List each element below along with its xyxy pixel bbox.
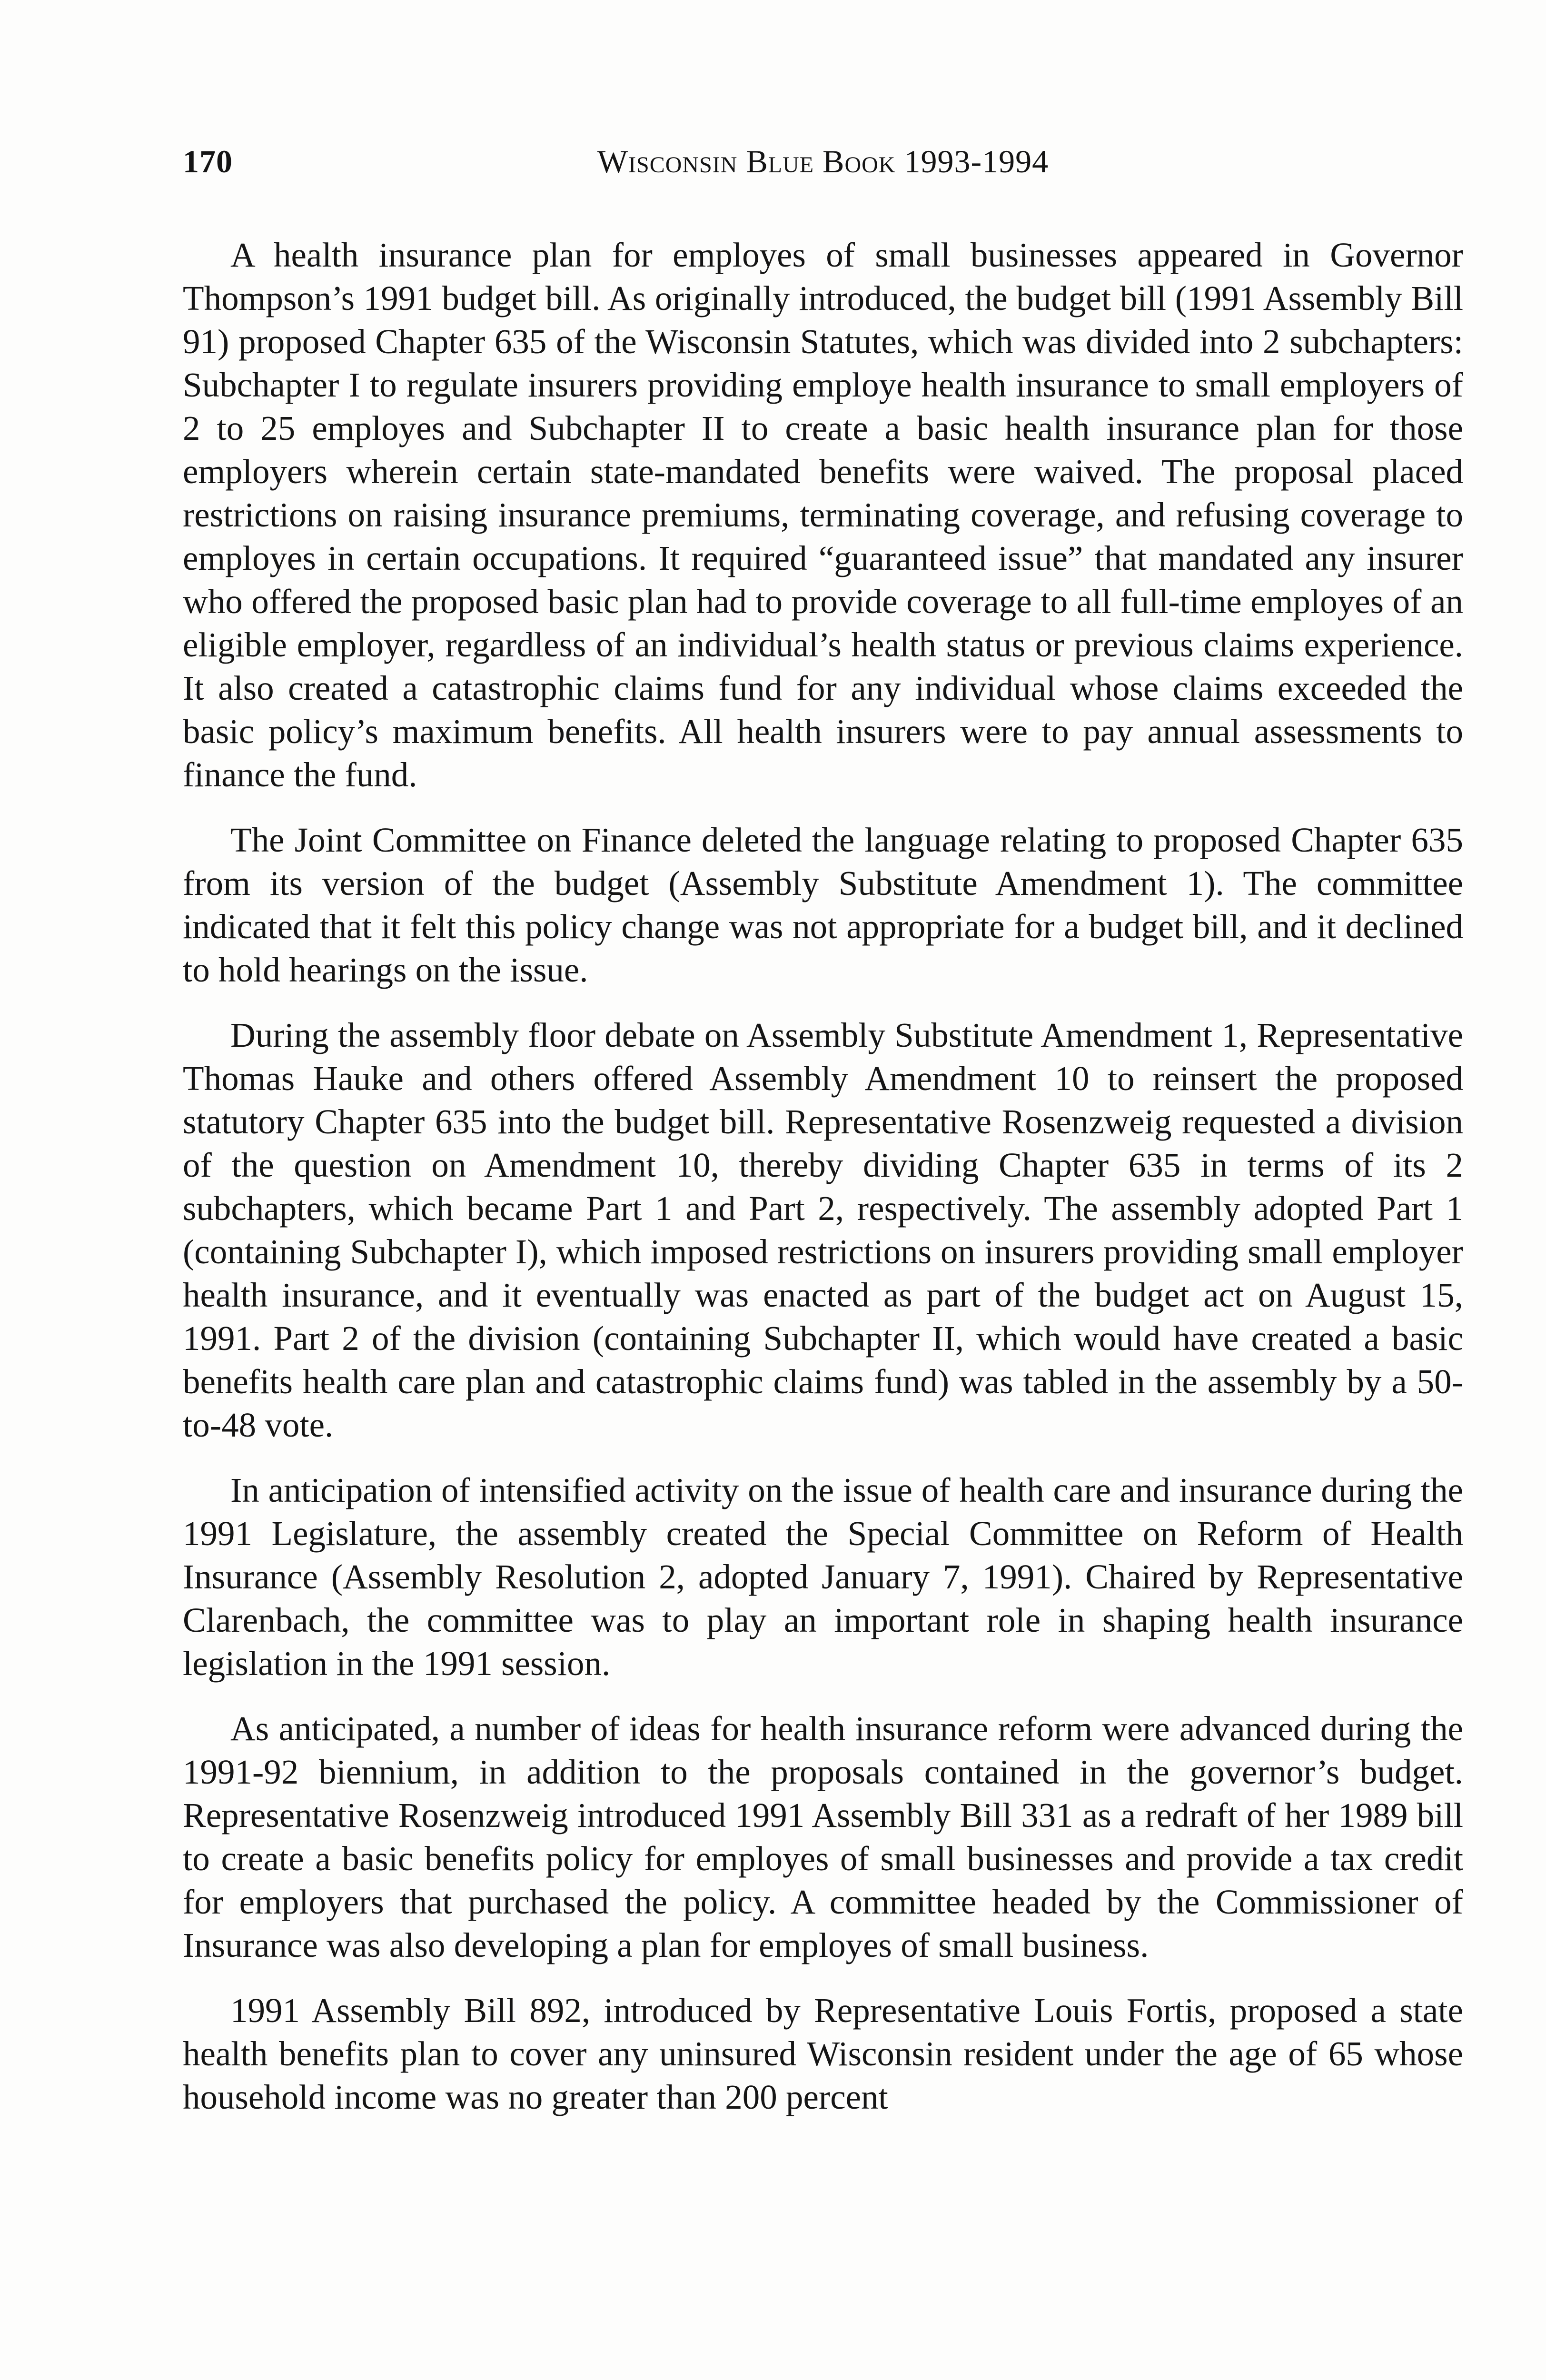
paragraph-6: 1991 Assembly Bill 892, introduced by Representative Louis Fortis, proposed a state health benefits plan to cover any uninsured Wisconsin resident under the age of 65 whose household income was no greater than 200 percent xyxy=(183,1991,1463,2116)
page-number: 170 xyxy=(183,143,233,179)
paragraph-4: In anticipation of intensified activity on the issue of health care and insurance during the 1991 Legislature, the assembly created the Special Committee on Reform of Health Insurance (Assembly Resolution 2, adopted January 7, 1991). Chaired by Representative Clarenbach, the committee was to play an important role in shaping health insurance legislation in the 1991 session. xyxy=(183,1471,1463,1683)
paragraph-5: As anticipated, a number of ideas for health insurance reform were advanced during the 1991-92 biennium, in addition to the proposals contained in the governor’s budget. Representative Rosenzweig introduced 1991 Assembly Bill 331 as a redraft of her 1989 bill to create a basic benefits policy for employes of small businesses and provide a tax credit for employers that purchased the policy. A committee headed by the Commissioner of Insurance was also developing a plan for employes of small business. xyxy=(183,1709,1463,1964)
paragraph-2: The Joint Committee on Finance deleted the language relating to proposed Chapter 635 from its version of the budget (Assembly Substitute Amendment 1). The committee indicated that it felt this policy change was not appropriate for a budget bill, and it declined to hold hearings on the issue. xyxy=(183,821,1463,989)
body-text xyxy=(183,233,1463,2141)
page-header xyxy=(183,143,1463,195)
paragraph-3: During the assembly floor debate on Assembly Substitute Amendment 1, Representative Thomas Hauke and others offered Assembly Amendment 10 to reinsert the proposed statutory Chapter 635 into the budget bill. Representative Rosenzweig requested a division of the question on Amendment 10, thereby dividing Chapter 635 in terms of its 2 subchapters, which became Part 1 and Part 2, respectively. The assembly adopted Part 1 (containing Subchapter I), which imposed restrictions on insurers providing small employer health insurance, and it eventually was enacted as part of the budget act on August 15, 1991. Part 2 of the division (containing Subchapter II, which would have created a basic benefits health care plan and catastrophic claims fund) was tabled in the assembly by a 50-to-48 vote. xyxy=(183,1016,1463,1444)
running-head: Wisconsin Blue Book 1993-1994 xyxy=(597,143,1049,179)
paragraph-1: A health insurance plan for employes of small businesses appeared in Governor Thompson’s 1991 budget bill. As originally introduced, the budget bill (1991 Assembly Bill 91) proposed Chapter 635 of the Wisconsin Statutes, which was divided into 2 subchapters: Subchapter I to regulate insurers providing employe health insurance to small employers of 2 to 25 employes and Subchapter II to create a basic health insurance plan for those employers wherein certain state-mandated benefits were waived. The proposal placed restrictions on raising insurance premiums, terminating coverage, and refusing coverage to employes in certain occupations. It required “guaranteed issue” that mandated any insurer who offered the proposed basic plan had to provide coverage to all full-time employes of an eligible employer, regardless of an individual’s health status or previous claims experience. It also created a catastrophic claims fund for any individual whose claims exceeded the basic policy’s maximum benefits. All health insurers were to pay annual assessments to finance the fund. xyxy=(183,236,1463,794)
